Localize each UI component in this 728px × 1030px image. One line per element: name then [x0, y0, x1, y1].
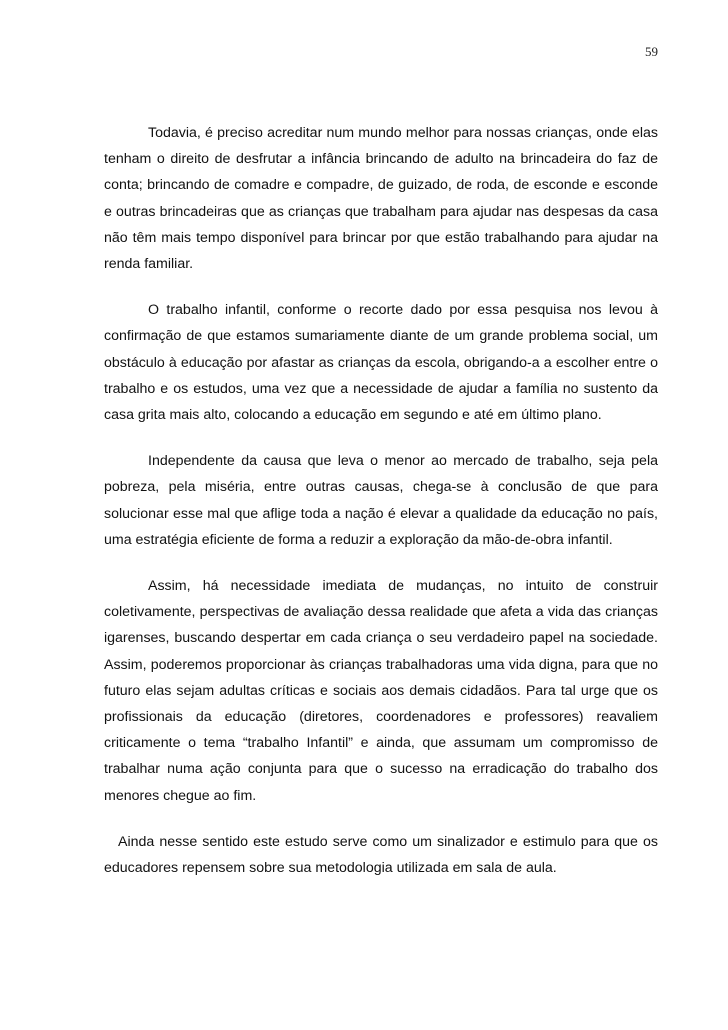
paragraph-3: Independente da causa que leva o menor ao mercado de trabalho, seja pela pobreza, pela miséria, entre outras causas, chega-se à conclusão de que para solucionar esse mal que aflige toda a nação é elevar a qualidade da educação no país, uma estratégia eficiente de forma a reduzir a exploração da mão-de-obra infantil.: [104, 453, 658, 548]
page-number: 59: [645, 44, 658, 59]
paragraph-5: Ainda nesse sentido este estudo serve como um sinalizador e estimulo para que os educadores repensem sobre sua metodologia utilizada em sala de aula.: [104, 833, 658, 877]
paragraph-4: Assim, há necessidade imediata de mudanças, no intuito de construir coletivamente, perspectivas de avaliação dessa realidade que afeta a vida das crianças igarenses, buscando despertar em cada criança o seu verdadeiro papel na sociedade. Assim, poderemos proporcionar às crianças trabalhadoras uma vida digna, para que no futuro elas sejam adultas críticas e sociais aos demais cidadãos. Para tal urge que os profissionais da educação (diretores, coordenadores e professores) reavaliem criticamente o tema “trabalho Infantil” e ainda, que assumam um compromisso de trabalhar numa ação conjunta para que o sucesso na erradicação do trabalho dos menores chegue ao fim.: [104, 578, 658, 804]
body-text: [104, 120, 658, 901]
paragraph-2: O trabalho infantil, conforme o recorte dado por essa pesquisa nos levou à confirmação de que estamos sumariamente diante de um grande problema social, um obstáculo à educação por afastar as crianças da escola, obrigando-a a escolher entre o trabalho e os estudos, uma vez que a necessidade de ajudar a família no sustento da casa grita mais alto, colocando a educação em segundo e até em último plano.: [104, 302, 658, 424]
paragraph-1: Todavia, é preciso acreditar num mundo melhor para nossas crianças, onde elas tenham o direito de desfrutar a infância brincando de adulto na brincadeira do faz de conta; brincando de comadre e compadre, de guizado, de roda, de esconde e esconde e outras brincadeiras que as crianças que trabalham para ajudar nas despesas da casa não têm mais tempo disponível para brincar por que estão trabalhando para ajudar na renda familiar.: [104, 125, 658, 273]
